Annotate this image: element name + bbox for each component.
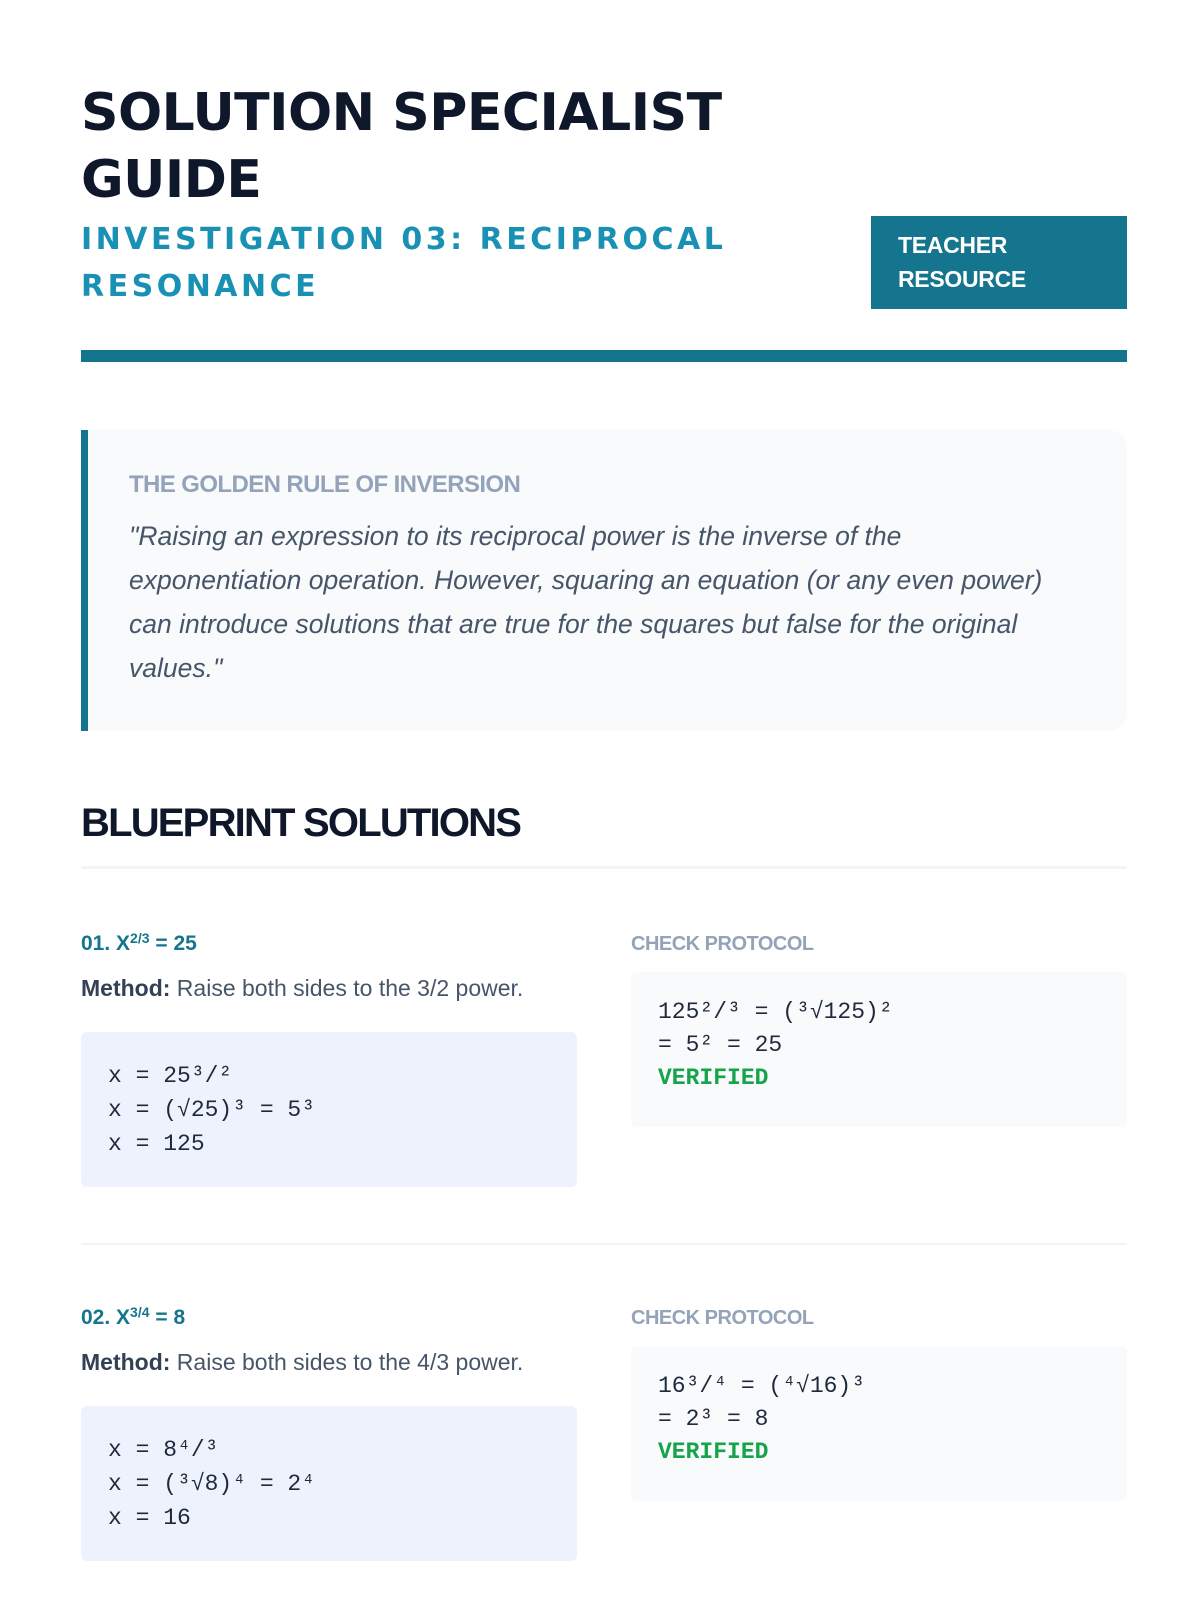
problem-label-exponent: 3/4 bbox=[130, 1304, 150, 1320]
problem-solution bbox=[81, 1304, 577, 1531]
document-header bbox=[81, 0, 1127, 364]
callout-quote: "Raising an expression to its reciprocal power is the inverse of the exponentiation operation. However, squaring an equation (or any even power) can introduce solutions that are true for the squares but false for the original values." bbox=[129, 521, 1043, 683]
work-line: x = 8⁴/³ bbox=[108, 1437, 219, 1463]
header-divider bbox=[81, 350, 1127, 362]
work-box bbox=[81, 1406, 577, 1561]
method-label: Method: bbox=[81, 1349, 171, 1375]
problem-label bbox=[81, 930, 577, 958]
section-divider bbox=[81, 866, 1127, 869]
problem-label bbox=[81, 1304, 577, 1332]
verified-status: VERIFIED bbox=[658, 1439, 769, 1465]
method-label: Method: bbox=[81, 975, 171, 1001]
golden-rule-callout bbox=[81, 430, 1127, 731]
problem-card bbox=[81, 1304, 1127, 1574]
check-line: = 2³ = 8 bbox=[658, 1406, 769, 1432]
work-box bbox=[81, 1032, 577, 1187]
problem-label-suffix: = 25 bbox=[149, 932, 197, 955]
problem-card bbox=[81, 930, 1127, 1200]
work-line: x = (√25)³ = 5³ bbox=[108, 1097, 316, 1123]
work-line: x = 16 bbox=[108, 1505, 191, 1531]
problem-label-suffix: = 8 bbox=[149, 1306, 186, 1329]
check-protocol-label: CHECK PROTOCOL bbox=[631, 933, 814, 955]
check-box bbox=[631, 972, 1127, 1127]
problem-divider bbox=[81, 1243, 1127, 1245]
section-title: BLUEPRINT SOLUTIONS bbox=[81, 801, 521, 845]
method-text bbox=[81, 973, 523, 1003]
problem-label-prefix: 02. X bbox=[81, 1306, 131, 1329]
method-description: Raise both sides to the 4/3 power. bbox=[170, 1349, 524, 1375]
verified-status: VERIFIED bbox=[658, 1065, 769, 1091]
check-line: 125²/³ = (³√125)² bbox=[658, 999, 893, 1025]
check-protocol bbox=[631, 1304, 1127, 1465]
method-description: Raise both sides to the 3/2 power. bbox=[170, 975, 524, 1001]
check-line: 16³/⁴ = (⁴√16)³ bbox=[658, 1373, 866, 1399]
check-box bbox=[631, 1346, 1127, 1501]
teacher-resource-badge: TEACHER RESOURCE bbox=[871, 216, 1127, 309]
problem-label-prefix: 01. X bbox=[81, 932, 131, 955]
check-protocol bbox=[631, 930, 1127, 1091]
check-line: = 5² = 25 bbox=[658, 1032, 783, 1058]
problem-solution bbox=[81, 930, 577, 1157]
work-line: x = (³√8)⁴ = 2⁴ bbox=[108, 1471, 316, 1497]
work-line: x = 25³/² bbox=[108, 1063, 233, 1089]
method-text bbox=[81, 1347, 523, 1377]
page-subtitle: INVESTIGATION 03: RECIPROCAL RESONANCE bbox=[81, 222, 727, 304]
problem-label-exponent: 2/3 bbox=[130, 930, 150, 946]
page-title: SOLUTION SPECIALIST GUIDE bbox=[81, 83, 722, 210]
callout-label: THE GOLDEN RULE OF INVERSION bbox=[129, 471, 521, 498]
check-protocol-label: CHECK PROTOCOL bbox=[631, 1307, 814, 1329]
document-page bbox=[81, 0, 1127, 1531]
work-line: x = 125 bbox=[108, 1131, 205, 1157]
